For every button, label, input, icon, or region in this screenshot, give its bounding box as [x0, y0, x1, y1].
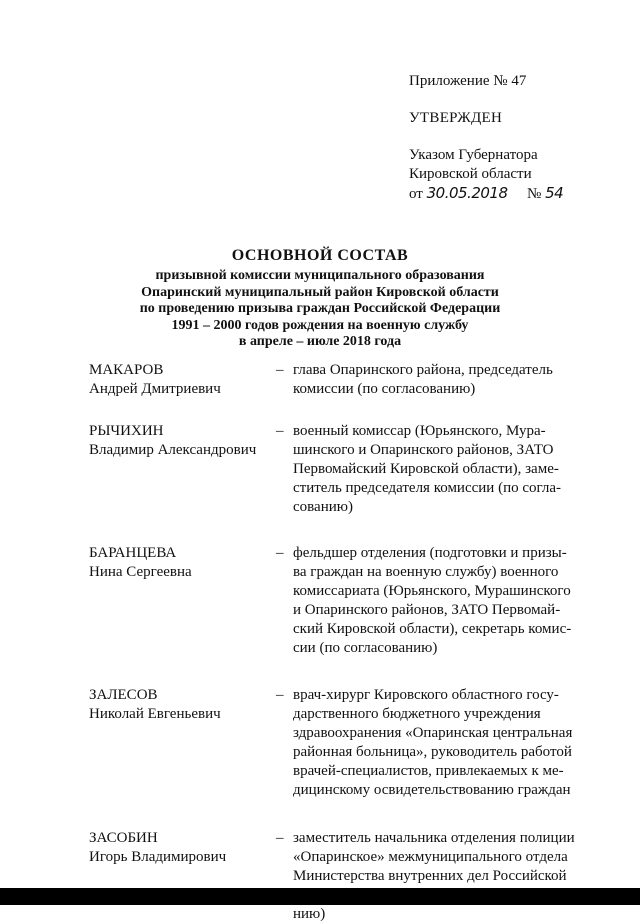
member-name [89, 829, 276, 924]
handwritten-number: 54 [545, 184, 564, 202]
role-line: Министерства внутренних дел Российской [293, 868, 567, 884]
member-role [293, 829, 582, 924]
role-line: заместитель начальника отделения полиции [293, 830, 575, 846]
role-line: врачей-специалистов, привлекаемых к ме- [293, 763, 564, 779]
title-line: по проведению призыва граждан Российской Федерации [139, 301, 501, 316]
role-line: врач-хирург Кировского областного госу- [293, 687, 559, 703]
date-prefix: от [409, 186, 423, 202]
member-surname: ЗАСОБИН [89, 830, 158, 846]
member-entry [89, 361, 589, 399]
member-surname: РЫЧИХИН [89, 423, 164, 439]
dash: – [276, 687, 284, 703]
member-role [293, 686, 582, 800]
title-line: 1991 – 2000 годов рождения на военную службу [171, 317, 469, 333]
member-given-name: Николай Евгеньевич [89, 706, 221, 722]
role-line: районная больница», руководитель работой [293, 744, 572, 760]
decree-line-1: Указом Губернатора [409, 147, 538, 163]
role-line: ва граждан на военную службу) военного [293, 564, 559, 580]
role-line: дицинскому освидетельствованию граждан [293, 782, 571, 798]
role-line: сии (по согласованию) [293, 640, 438, 656]
role-line: военный комиссар (Юрьянского, Мура- [293, 423, 546, 439]
role-line: «Опаринское» межмуниципального отдела [293, 849, 568, 865]
member-name [89, 544, 276, 658]
member-given-name: Игорь Владимирович [89, 849, 227, 865]
member-entry [89, 829, 589, 924]
role-line: сованию) [293, 499, 353, 515]
member-name [89, 361, 276, 399]
member-entry [89, 422, 589, 517]
member-surname: ЗАЛЕСОВ [89, 687, 158, 703]
member-name [89, 686, 276, 800]
dash: – [276, 362, 284, 378]
approved-heading: УТВЕРЖДЕН [409, 110, 503, 126]
member-role [293, 422, 582, 517]
member-role [293, 544, 582, 658]
decree-line-2: Кировской области [409, 166, 532, 182]
members-list [89, 361, 589, 924]
role-line: фельдшер отделения (подготовки и призы- [293, 545, 567, 561]
role-line: ский Кировской области), секретарь комис- [293, 621, 572, 637]
role-line: комиссии (по согласованию) [293, 381, 476, 397]
decree-date-line [409, 184, 629, 204]
role-line: и Опаринского районов, ЗАТО Первомай- [293, 602, 561, 618]
role-line: глава Опаринского района, председатель [293, 362, 553, 378]
role-line: дарственного бюджетного учреждения [293, 706, 541, 722]
role-line: ститель председателя комиссии (по согла- [293, 480, 562, 496]
member-given-name: Владимир Александрович [89, 442, 257, 458]
document-title [0, 245, 640, 351]
number-prefix: № [527, 186, 542, 202]
role-line: комиссариата (Юрьянского, Мурашинского [293, 583, 571, 599]
member-given-name: Андрей Дмитриевич [89, 381, 221, 397]
member-surname: БАРАНЦЕВА [89, 545, 177, 561]
role-line: шинского и Опаринского районов, ЗАТО [293, 442, 554, 458]
handwritten-date: 30.05.2018 [426, 184, 508, 202]
dash: – [276, 545, 284, 561]
title-main: ОСНОВНОЙ СОСТАВ [231, 247, 409, 264]
role-line: нию) [293, 906, 326, 922]
scan-edge-bar [0, 888, 640, 905]
approval-block [409, 72, 629, 204]
title-line: в апреле – июле 2018 года [238, 334, 402, 349]
member-entry [89, 544, 589, 658]
appendix-number: Приложение № 47 [409, 73, 527, 89]
member-surname: МАКАРОВ [89, 362, 164, 378]
member-role [293, 361, 582, 399]
member-given-name: Нина Сергеевна [89, 564, 192, 580]
role-line: здравоохранения «Опаринская центральная [293, 725, 573, 741]
member-entry [89, 686, 589, 800]
role-line: Первомайский Кировской области), заме- [293, 461, 559, 477]
title-line: Опаринский муниципальный район Кировской области [141, 284, 499, 300]
dash: – [276, 830, 284, 846]
member-name [89, 422, 276, 517]
title-line: призывной комиссии муниципального образования [155, 268, 485, 283]
dash: – [276, 423, 284, 439]
